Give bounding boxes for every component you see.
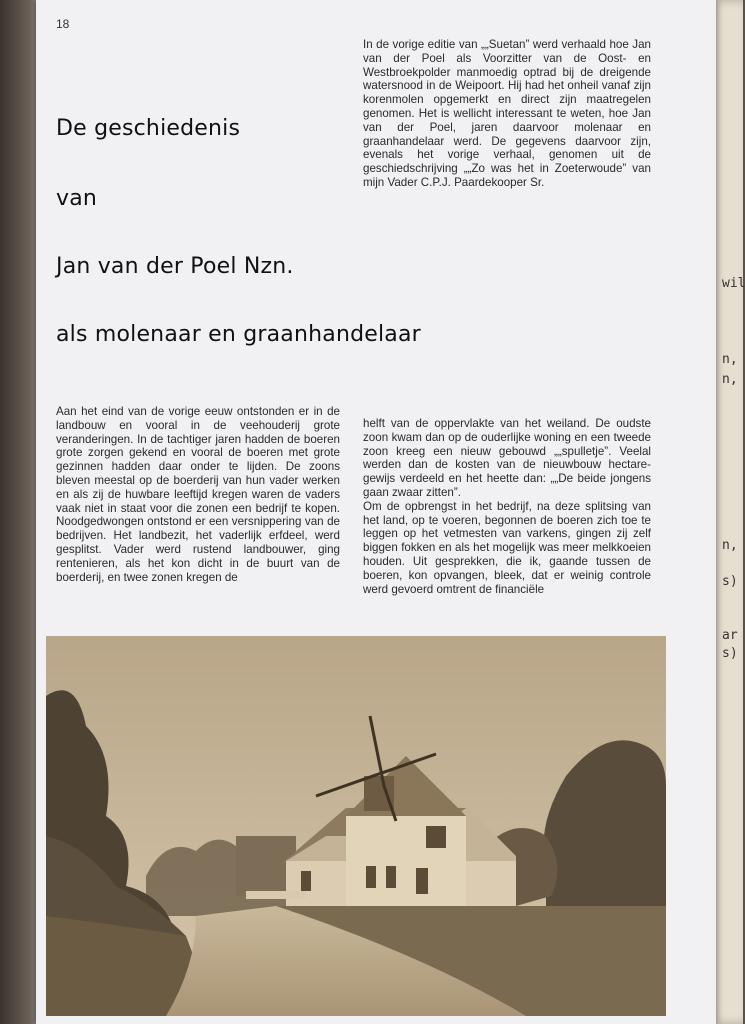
next-page-fragment: n, — [722, 352, 738, 367]
title-line-4: als molenaar en graanhandelaar — [56, 322, 421, 347]
next-page-fragment: wil — [722, 276, 745, 291]
next-page-fragment: n, — [722, 372, 738, 387]
left-column — [56, 405, 340, 584]
next-page-fragment: n, — [722, 538, 738, 553]
next-page-fragment: ar — [722, 628, 738, 643]
title-line-3: Jan van der Poel Nzn. — [56, 254, 294, 279]
left-column-text: Aan het eind van de vorige eeuw ontstonden er in de landbouw en vooral in de veehouderij grote veranderingen. In de tachtiger jaren hadden de boeren grote zorgen gekend en vooral de boeren met grote gezinnen hadden daar onder te lijden. De zoons bleven meestal op de boerderij van hun vader werken en als zij de huwbare leeftijd kregen waren de vaders vaak niet in staat voor die zonen een bedrijf te kopen. Noodgedwongen ontstond er een versnippering van de bedrijven. Het landbezit, het vaderlijk erfdeel, werd gesplitst. Vader werd rustend landbouwer, ging rentenieren, als het kon dicht in de buurt van de boerderij, en twee zonen kregen de — [56, 405, 340, 584]
magazine-page — [36, 0, 716, 1024]
title-line-1: De geschiedenis — [56, 116, 241, 141]
windmill-photo-drawing — [46, 636, 666, 1016]
title-line-2: van — [56, 186, 98, 211]
page-number: 18 — [56, 17, 70, 31]
intro-paragraph — [363, 38, 651, 190]
right-column — [363, 417, 651, 596]
right-column-paragraph-1: helft van de oppervlakte van het weiland. De oudste zoon kwam dan op de ouderlijke woning en een tweede zoon kreeg een nieuw gebouwd „„spulletje”. Veelal werden dan de kosten van de nieuwbouw hectare-gewijs verdeeld en het heette dan: „„De beide jongens gaan zwaar zitten”. — [363, 417, 651, 499]
right-column-paragraph-2: Om de opbrengst in het bedrijf, na deze splitsing van het land, op te voeren, begonnen de boeren zich toe te leggen op het vetmesten van varkens, gingen zij zelf biggen fokken en als het mogelijk was meer melkkoeien houden. Uit gesprekken, die ik, gaande tussen de boeren, kon opvangen, bleek, dat er weinig controle werd gevoerd omtrent de financiële — [363, 499, 651, 596]
intro-text: In de vorige editie van „„Suetan” werd verhaald hoe Jan van der Poel als Voorzitter van de Oost- en Westbroekpolder manmoedig optrad bij de dreigende watersnood in de Weipoort. Hij had het onheil vanaf zijn korenmolen opgemerkt en direct zijn maatregelen genomen. Het is wellicht interessant te weten, hoe Jan van der Poel, jaren daarvoor molenaar en graanhandelaar werd. De gegevens daarvoor zijn, evenals het vorige verhaal, genomen uit de geschiedschrijving „„Zo was het in Zoeterwoude” van mijn Vader C.P.J. Paardekooper Sr. — [363, 38, 651, 189]
windmill-photo — [46, 636, 666, 1016]
next-page-fragment: s) — [722, 646, 738, 661]
next-page-fragment: s) — [722, 574, 738, 589]
